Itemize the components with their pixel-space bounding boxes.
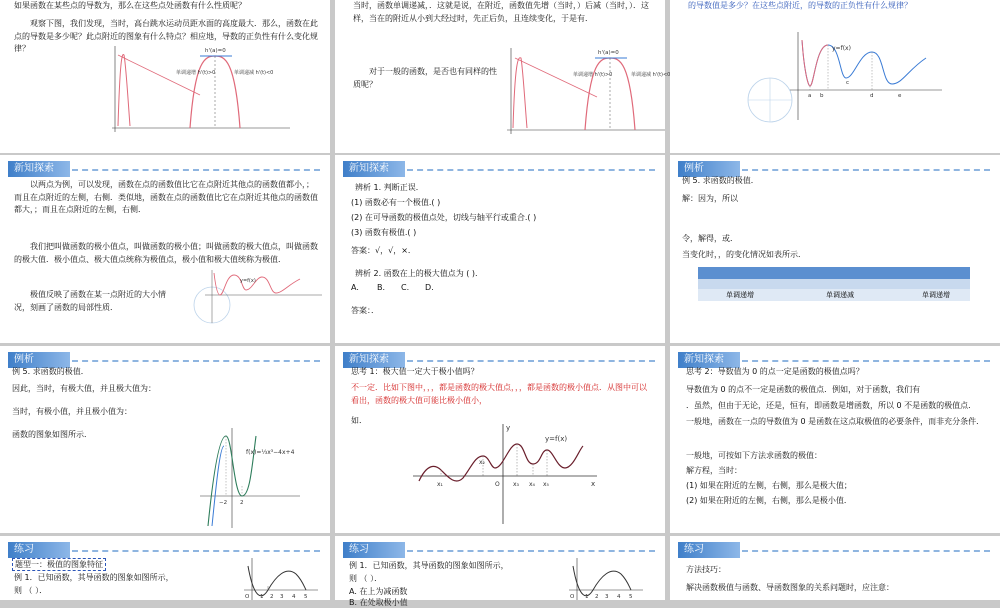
slide-10-graph-tick-1: 1 xyxy=(260,594,264,600)
slide-5-option-d: D. xyxy=(425,283,434,292)
slide-6-example-title: 例 5. 求函数的极值． xyxy=(682,176,759,185)
slide-5-question-2: 辨析 2. 函数在上的极大值点为 ( ). xyxy=(355,269,478,278)
slide-3-graph-fn-label: y=f(x) xyxy=(832,45,851,52)
slide-7-example-title: 例 5. 求函数的极值． xyxy=(12,367,89,376)
slide-8-graph-y-label: y xyxy=(506,424,511,432)
slide-8-graph-x4: x₄ xyxy=(529,481,535,488)
slide-5-answer-2: 答案：． xyxy=(351,306,379,315)
slide-10-question-type: 题型一：极值的图象特征 xyxy=(12,558,106,571)
slide-10-graph-tick-5: 5 xyxy=(304,594,308,600)
slide-9-line-5: 解方程，当时： xyxy=(686,466,742,475)
slide-11-option-b: B. 在处取极小值 xyxy=(349,598,408,607)
slide-8-question: 思考 1：极大值一定大于极小值吗？ xyxy=(351,367,479,376)
slide-1-text-2: 观察下图，我们发现，当时，高台跳水运动员距水面的高度最大．那么，函数在此点的导数是多少呢？此点附近的图象有什么特点？相应地，导数的正负性有什么变化规律？ xyxy=(14,19,318,53)
diving-height-graph-2 xyxy=(335,0,671,153)
slide-6[interactable] xyxy=(670,155,1000,343)
slide-3-graph-point-d: d xyxy=(870,93,874,99)
variation-table-row-2 xyxy=(698,279,970,289)
slide-11-title: 练习 xyxy=(343,542,405,558)
slide-5-item-2: (2) 在可导函数的极值点处，切线与轴平行或重合.( ) xyxy=(351,213,537,222)
slide-11-graph-tick-4: 4 xyxy=(617,594,621,600)
slide-9-line-4: 一般地，可按如下方法求函数的极值： xyxy=(686,451,822,460)
slide-9[interactable] xyxy=(670,346,1000,533)
slide-5-item-3: (3) 函数有极值.( ) xyxy=(351,228,417,237)
slide-10-graph-tick-4: 4 xyxy=(292,594,296,600)
slide-8-title: 新知探索 xyxy=(343,352,405,368)
slide-9-line-1: 导数值为 0 的点不一定是函数的极值点．例如，对于函数，我们有 xyxy=(686,385,921,394)
slide-5[interactable] xyxy=(335,155,665,343)
slide-5-dash-line xyxy=(407,169,655,171)
slide-8-extrema-graph xyxy=(335,346,665,533)
slide-11-graph-tick-0: O xyxy=(570,594,575,600)
variation-cell-2: 单调递减 xyxy=(826,291,854,299)
slide-4-text-1: 以两点为例，可以发现，函数在点的函数值比它在点附近其他点的函数值都小，；而且在点附近的左侧，右侧．类似地，函数在点的函数值比它在点附近其他点的函数值都大，；而且在点附近的左侧，右侧． xyxy=(14,180,318,214)
slide-6-title: 例析 xyxy=(678,161,740,177)
slide-11-graph-tick-3: 3 xyxy=(605,594,609,600)
slide-9-question: 思考 2：导数值为 0 的点一定是函数的极值点吗？ xyxy=(686,367,864,376)
slide-2-graph-label-left: 单调递增 h'(t)>0 xyxy=(573,72,613,78)
slide-12-method-title: 方法技巧： xyxy=(686,565,726,574)
slide-2-graph-label-right: 单调递减 h'(t)<0 xyxy=(631,72,671,78)
slide-1-graph-label-right: 单调递减 h'(t)<0 xyxy=(234,70,274,76)
slide-11-graph-tick-5: 5 xyxy=(629,594,633,600)
variation-table xyxy=(698,267,970,301)
slide-11-example: 例 1．已知函数，其导函数的图象如图所示， xyxy=(349,561,509,570)
slide-12-title: 练习 xyxy=(678,542,740,558)
slide-5-option-a: A. xyxy=(351,283,359,292)
slide-3-graph-point-a: a xyxy=(808,93,812,99)
slide-8-graph-x5: x₅ xyxy=(543,481,549,488)
slide-9-line-2: ．虽然，但由于无论，还是，恒有，即函数是增函数，所以 0 不是函数的极值点． xyxy=(686,401,977,410)
slide-8-graph-origin: O xyxy=(495,481,500,488)
slide-3-graph-point-b: b xyxy=(820,93,824,99)
slide-9-line-3: 一般地，函数在一点的导数值为 0 是函数在这点取极值的必要条件，而非充分条件． xyxy=(686,417,985,426)
slide-5-item-1: (1) 函数必有一个极值.( ) xyxy=(351,198,441,207)
variation-table-row-3 xyxy=(698,289,970,301)
slide-1-graph-label-left: 单调递增 h'(t)>0 xyxy=(176,70,216,76)
slide-5-option-c: C. xyxy=(401,283,410,292)
slide-7-title: 例析 xyxy=(8,352,70,368)
slide-12-line-1: 解决函数极值与函数、导函数图象的关系问题时，应注意： xyxy=(686,583,894,592)
slide-2[interactable] xyxy=(335,0,671,153)
slide-7-line-2: 当时，有极小值，并且极小值为： xyxy=(12,407,132,416)
slide-4-graph-fn-label: y=f(x) xyxy=(240,278,256,284)
slide-10[interactable] xyxy=(0,536,330,600)
slide-9-line-6: (1) 如果在附近的左侧，右侧，那么是极大值； xyxy=(686,481,852,490)
slide-5-question-1: 辨析 1. 判断正误． xyxy=(355,183,424,192)
slide-6-dash-line xyxy=(742,169,990,171)
slide-12-header xyxy=(670,542,1000,558)
variation-cell-3: 单调递增 xyxy=(922,291,950,299)
slide-8[interactable] xyxy=(335,346,665,533)
slide-7-line-3: 函数的图象如图所示． xyxy=(12,430,92,439)
slide-11-derivative-graph xyxy=(335,536,665,600)
slide-1-graph-label-top: h'(a)=0 xyxy=(205,48,226,54)
slide-4-text-3: 极值反映了函数在某一点附近的大小情况，刻画了函数的局部性质． xyxy=(14,290,166,312)
slide-11-graph-tick-1: 1 xyxy=(585,594,589,600)
slide-6-line-3: 当变化时，，的变化情况如表所示． xyxy=(682,250,806,259)
slide-4-text-2: 我们把叫做函数的极小值点，叫做函数的极小值；叫做函数的极大值点，叫做函数的极大值．极小值点、极大值点统称为极值点，极小值和极大值统称为极值． xyxy=(14,242,318,264)
slide-3[interactable] xyxy=(670,0,1000,153)
slide-10-graph-tick-0: O xyxy=(245,594,250,600)
slide-7-line-1: 因此，当时，有极大值，并且极大值为： xyxy=(12,384,156,393)
slide-9-dash-line xyxy=(742,360,990,362)
slide-10-graph-tick-2: 2 xyxy=(270,594,274,600)
slide-6-line-2: 令，解得，或． xyxy=(682,234,738,243)
slide-8-graph-fn-label: y=f(x) xyxy=(545,435,568,443)
slide-9-line-7: (2) 如果在附近的左侧，右侧，那么是极小值． xyxy=(686,496,852,505)
slide-7-graph-tick-2: 2 xyxy=(240,500,244,506)
variation-cell-1: 单调递增 xyxy=(726,291,754,299)
slide-11-option-a: A. 在上为减函数 xyxy=(349,587,408,596)
slide-10-graph-tick-3: 3 xyxy=(280,594,284,600)
slide-4-title: 新知探索 xyxy=(8,161,70,177)
slide-7-cubic-graph xyxy=(0,346,330,533)
diving-height-graph xyxy=(0,0,330,153)
slide-3-graph-point-c: c xyxy=(846,80,850,86)
slide-8-graph-x1: x₁ xyxy=(437,481,443,488)
slide-1-text-1: 如果函数在某些点的导数为，那么在这些点处函数有什么性质呢？ xyxy=(14,1,246,10)
slide-2-text-2: 对于一般的函数，是否也有同样的性质呢？ xyxy=(353,67,497,89)
slide-11[interactable] xyxy=(335,536,665,607)
slide-9-title: 新知探索 xyxy=(678,352,740,368)
slide-2-graph-label-top: h'(a)=0 xyxy=(598,50,619,56)
slide-8-graph-x3: x₃ xyxy=(513,481,519,488)
slide-4-function-graph xyxy=(0,155,330,343)
slide-7-graph-fn-label: f(x)=⅓x³−4x+4 xyxy=(246,449,295,456)
slide-5-header xyxy=(335,161,665,177)
slide-8-answer-2: 如． xyxy=(351,416,367,425)
slide-5-option-b: B. xyxy=(377,283,386,292)
function-extrema-graph xyxy=(670,0,1000,153)
slide-8-answer-1: 不一定．比如下图中，，，都是函数的极大值点，，，都是函数的极小值点．从图中可以看出，函数的极大值可能比极小值小， xyxy=(351,383,647,405)
slide-4[interactable] xyxy=(0,155,330,343)
slide-12-dash-line xyxy=(742,550,990,552)
slide-10-title: 练习 xyxy=(8,542,70,558)
slide-10-example-2: 则 （ ）． xyxy=(14,586,48,595)
slide-8-graph-x-label: x xyxy=(591,480,596,488)
slide-5-answer-1: 答案：√，√，×． xyxy=(351,246,416,255)
slide-7-graph-tick-neg2: −2 xyxy=(219,500,228,506)
variation-table-header-row xyxy=(698,267,970,279)
slide-10-derivative-graph xyxy=(0,536,330,600)
slide-5-title: 新知探索 xyxy=(343,161,405,177)
slide-8-graph-x2: x₂ xyxy=(479,459,485,466)
slide-7[interactable] xyxy=(0,346,330,533)
slide-6-line-1: 解：因为，所以 xyxy=(682,194,738,203)
slide-1[interactable] xyxy=(0,0,330,153)
slide-12[interactable] xyxy=(670,536,1000,600)
slide-3-text-1: 的导数值是多少？在这些点附近，的导数的正负性有什么规律？ xyxy=(688,1,912,10)
slide-2-text-1: 当时，函数单调递减，．这就是说，在附近，函数值先增（当时，）后减（当时，）．这样，当在的附近从小到大经过时，先正后负，且连续变化，于是有． xyxy=(353,1,649,23)
slide-11-example-2: 则 （ ）． xyxy=(349,574,383,583)
slide-3-graph-point-e: e xyxy=(898,93,902,99)
slide-10-example: 例 1．已知函数，其导函数的图象如图所示， xyxy=(14,573,174,582)
slide-11-graph-tick-2: 2 xyxy=(595,594,599,600)
